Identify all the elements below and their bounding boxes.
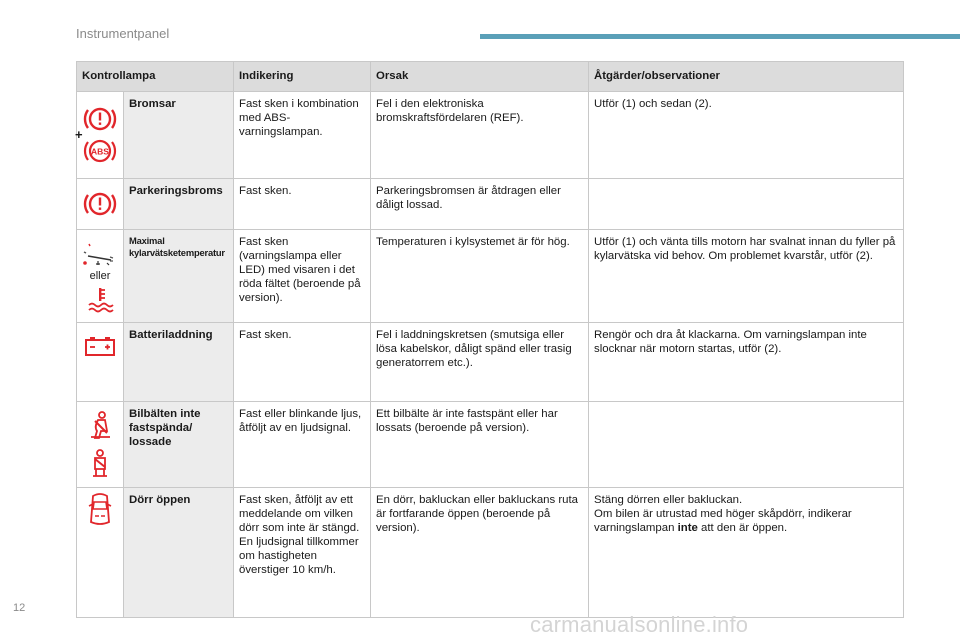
cause-text: Temperaturen i kylsystemet är för hög. [371,230,589,323]
icon-cell [77,92,124,179]
column-header-orsak: Orsak [371,62,589,92]
action-text [589,179,904,230]
warning-name: Dörr öppen [124,488,234,618]
action-text: Rengör och dra åt klackarna. Om varningslampan inte slocknar när motorn startas, utför (2). [589,323,904,402]
icon-cell [77,179,124,230]
indication-text: Fast sken, åtföljt av ett meddelande om vilken dörr som inte är stängd. En ljudsignal tillkommer om hastigheten överstiger 10 km/h. [234,488,371,618]
column-header-atgarder: Åtgärder/observationer [589,62,904,92]
action-text [589,488,904,618]
icon-cell [77,323,124,402]
warning-name: Bromsar [124,92,234,179]
abs-warning-icon [83,137,117,165]
warning-name: Bilbälten inte fastspända/ lossade [124,402,234,488]
action-emphasis: inte [677,522,698,534]
seatbelt-rear-icon [85,449,115,479]
indication-text: Fast sken i kombination med ABS-varningslampan. [234,92,371,179]
page-header-title: Instrumentpanel [76,26,170,41]
action-line-1: Stäng dörren eller bakluckan. [594,494,743,506]
table-row [77,402,904,488]
watermark: carmanualsonline.info [530,612,749,637]
cause-text: Fel i den elektroniska bromskraftsfördelaren (REF). [371,92,589,179]
plus-sign: + [75,127,83,142]
eller-separator: eller [89,270,111,282]
cause-text: En dörr, bakluckan eller bakluckans ruta är fortfarande öppen (beroende på version). [371,488,589,618]
header-accent-bar [480,34,960,39]
table-row [77,488,904,618]
temperature-gauge-icon [80,239,120,267]
table-row [77,230,904,323]
indication-text: Fast eller blinkande ljus, åtföljt av en ljudsignal. [234,402,371,488]
indication-text: Fast sken (varningslampa eller LED) med visaren i det röda fältet (beroende på version). [234,230,371,323]
action-text: Utför (1) och sedan (2). [589,92,904,179]
brake-warning-icon [83,105,117,133]
indication-text: Fast sken. [234,179,371,230]
column-header-kontrollampa: Kontrollampa [77,62,234,92]
coolant-temperature-icon [85,285,115,313]
table-row [77,92,904,179]
action-line-2: Om bilen är utrustad med höger skåpdörr, indikerar varningslampan [594,508,852,534]
seatbelt-icon [85,411,115,441]
door-open-icon [85,492,115,528]
warning-name: Batteriladdning [124,323,234,402]
icon-cell [77,402,124,488]
cause-text: Parkeringsbromsen är åtdragen eller dåligt lossad. [371,179,589,230]
warning-name: Parkeringsbroms [124,179,234,230]
action-text [589,402,904,488]
icon-cell [77,230,124,323]
parking-brake-icon [83,190,117,218]
column-header-indikering: Indikering [234,62,371,92]
svg-text:ABS: ABS [91,146,109,157]
action-text: Utför (1) och vänta tills motorn har svalnat innan du fyller på kylarvätska vid behov. Om problemet kvarstår, utför (2). [589,230,904,323]
warning-name: Maximal kylarvätsketemperatur [124,230,234,323]
page-number: 12 [13,602,26,614]
cause-text: Fel i laddningskretsen (smutsiga eller lösa kabelskor, dåligt spänd eller trasig generatorrem etc.). [371,323,589,402]
cause-text: Ett bilbälte är inte fastspänt eller har lossats (beroende på version). [371,402,589,488]
action-line-3: att den är öppen. [701,522,788,534]
battery-icon [83,335,117,357]
warning-lights-table [76,61,904,618]
indication-text: Fast sken. [234,323,371,402]
icon-cell [77,488,124,618]
table-row [77,179,904,230]
table-row [77,323,904,402]
table-header-row [77,62,904,92]
